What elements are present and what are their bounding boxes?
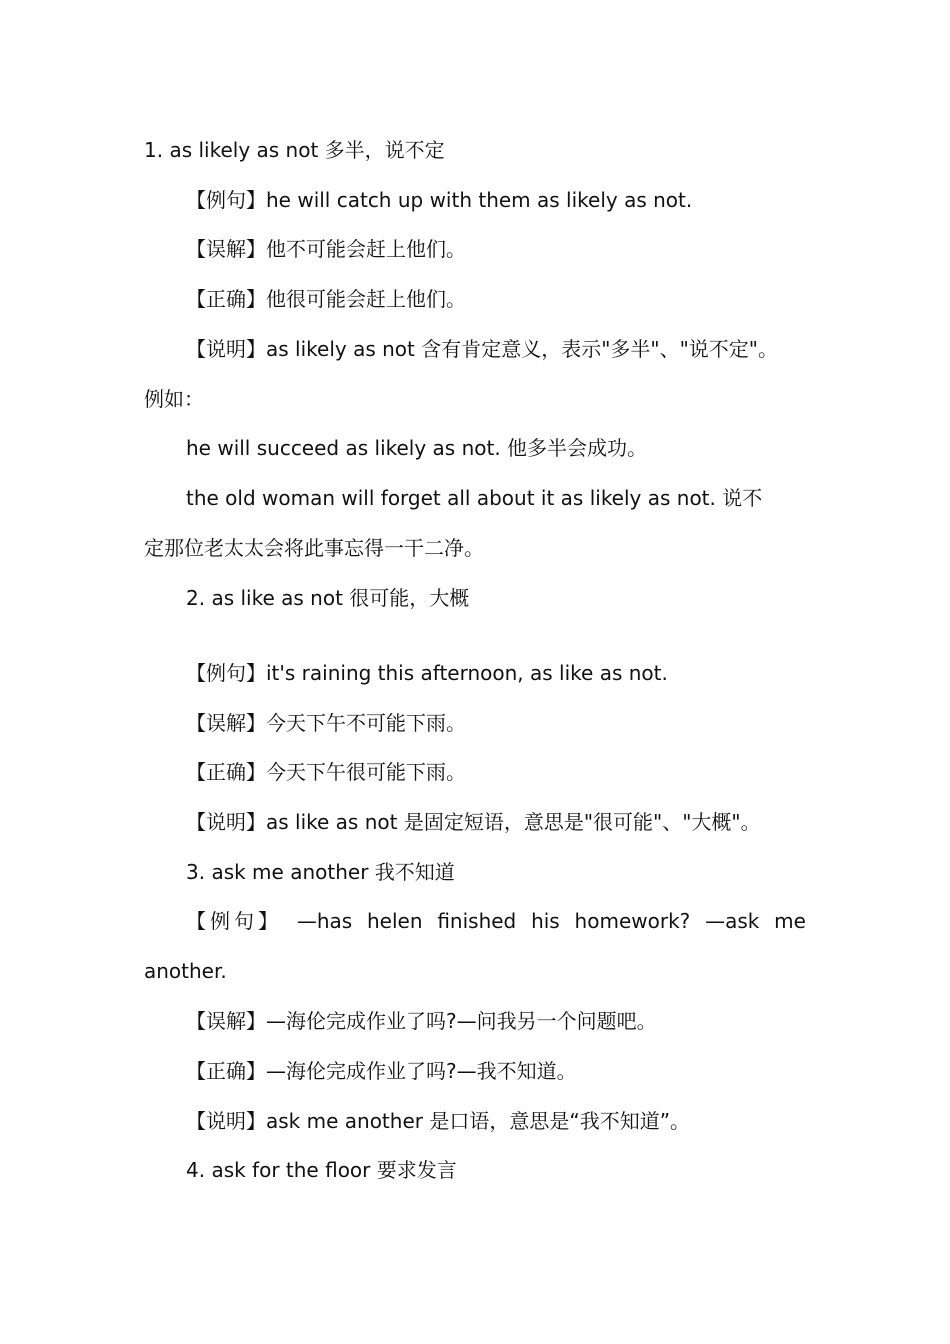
example-word: —ask <box>705 909 760 933</box>
example-word: his <box>531 909 560 933</box>
example-line: 【例句】he will catch up with them as likely as not. <box>186 188 693 212</box>
heading-2: 2. as like as not 很可能，大概 <box>186 586 470 610</box>
example-line-justified <box>186 908 806 934</box>
example-word: me <box>774 909 806 933</box>
heading-1: 1. as likely as not 多半，说不定 <box>144 138 445 162</box>
example-word: helen <box>366 909 423 933</box>
example-word: —has <box>296 909 353 933</box>
sample-sentence-continued: 定那位老太太会将此事忘得一干二净。 <box>144 536 484 560</box>
misunderstanding-line: 【误解】他不可能会赶上他们。 <box>186 237 466 261</box>
sample-sentence: the old woman will forget all about it as likely as not. 说不 <box>186 486 763 510</box>
heading-4: 4. ask for the floor 要求发言 <box>186 1158 457 1182</box>
explanation-line: 【说明】as likely as not 含有肯定意义，表示"多半"、"说不定"。 <box>186 337 779 361</box>
correct-line: 【正确】今天下午很可能下雨。 <box>186 760 466 784</box>
explanation-line: 【说明】ask me another 是口语，意思是“我不知道”。 <box>186 1109 691 1133</box>
example-word: homework? <box>574 909 691 933</box>
heading-3: 3. ask me another 我不知道 <box>186 860 455 884</box>
example-line-continued: another. <box>144 959 227 983</box>
correct-line: 【正确】—海伦完成作业了吗?—我不知道。 <box>186 1059 577 1083</box>
misunderstanding-line: 【误解】今天下午不可能下雨。 <box>186 711 466 735</box>
explanation-line: 【说明】as like as not 是固定短语，意思是"很可能"、"大概"。 <box>186 810 761 834</box>
example-word: finished <box>437 909 517 933</box>
explanation-continued: 例如： <box>144 387 204 411</box>
example-line: 【例句】it's raining this afternoon, as like as not. <box>186 661 668 685</box>
sample-sentence: he will succeed as likely as not. 他多半会成功。 <box>186 436 648 460</box>
example-bracket: 【例句】 <box>186 909 282 933</box>
misunderstanding-line: 【误解】—海伦完成作业了吗?—问我另一个问题吧。 <box>186 1009 657 1033</box>
correct-line: 【正确】他很可能会赶上他们。 <box>186 287 466 311</box>
